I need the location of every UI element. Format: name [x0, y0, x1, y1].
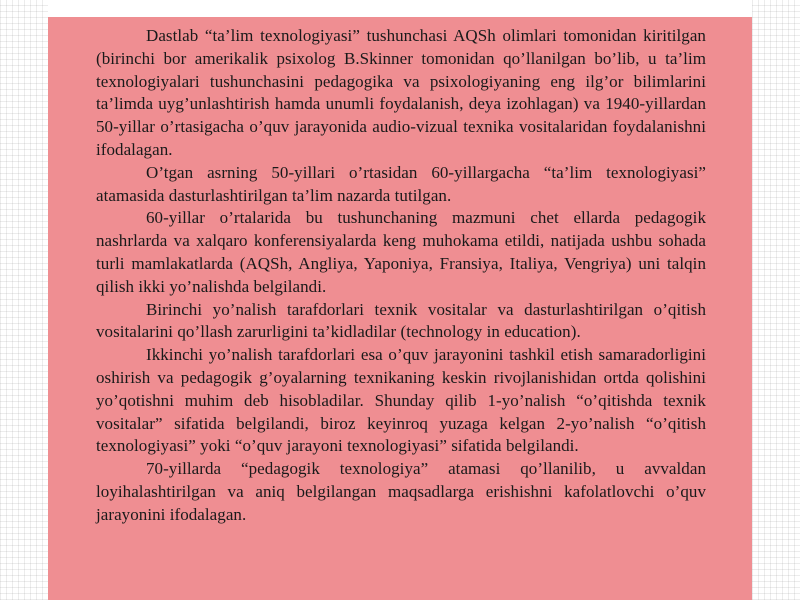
paragraph-4: Birinchi yo’nalish tarafdorlari texnik vositalar va dasturlashtirilgan o’qitish vositalarini qo’llash zarurligini ta’kidladilar (technology in education). [96, 299, 706, 342]
paragraph-5: Ikkinchi yo’nalish tarafdorlari esa o’quv jarayonini tashkil etish samaradorligini oshirish va pedagogik g’oyalarning texnikaning keskin rivojlanishidan ortda qolishini yo’qotishni muhim deb hisobladilar. Shunday qilib 1-yo’nalish “o’qitishda texnik vositalar” sifatida belgilandi, biroz keyinroq yuzaga kelgan 2-yo’nalish “o’qitish texnologiyasi” yoki “o’quv jarayoni texnologiyasi” sifatida belgilandi. [96, 345, 706, 456]
paragraph-2: O’tgan asrning 50-yillari o’rtasidan 60-yillargacha “ta’lim texnologiyasi” atamasida dasturlashtirilgan ta’lim nazarda tutilgan. [96, 162, 706, 205]
left-grid-background [0, 0, 48, 600]
paragraph-3: 60-yillar o’rtalarida bu tushunchaning mazmuni chet ellarda pedagogik nashrlarda va xalqaro konferensiyalarda keng muhokama etildi, natijada ushbu sohada turli mamlakatlarda (AQSh, Angliya, Yaponiya, Fransiya, Italiya, Vengriya) uni talqin qilish ikki yo’nalishda belgilandi. [96, 208, 706, 296]
right-grid-background [752, 0, 800, 600]
paragraph-6: 70-yillarda “pedagogik texnologiya” atamasi qo’llanilib, u avvaldan loyihalashtirilgan va aniq belgilangan maqsadlarga erishishni kafolatlovchi o’quv jarayonini ifodalagan. [96, 459, 706, 524]
paragraph-1: Dastlab “ta’lim texnologiyasi” tushunchasi AQSh olimlari tomonidan kiritilgan (birinchi bor amerikalik psixolog B.Skinner tomonidan qo’llanilgan bo’lib, u ta’lim texnologiyalari tushunchasini pedagogika va psixologiyaning eng ilg’or bilimlarini ta’limda uyg’unlashtirish hamda unumli foydalanish, deya izohlagan) va 1940-yillardan 50-yillar o’rtasigacha o’quv jarayonida audio-vizual texnika vositalaridan foydalanishni ifodalagan. [96, 26, 706, 159]
text-panel [48, 17, 752, 600]
